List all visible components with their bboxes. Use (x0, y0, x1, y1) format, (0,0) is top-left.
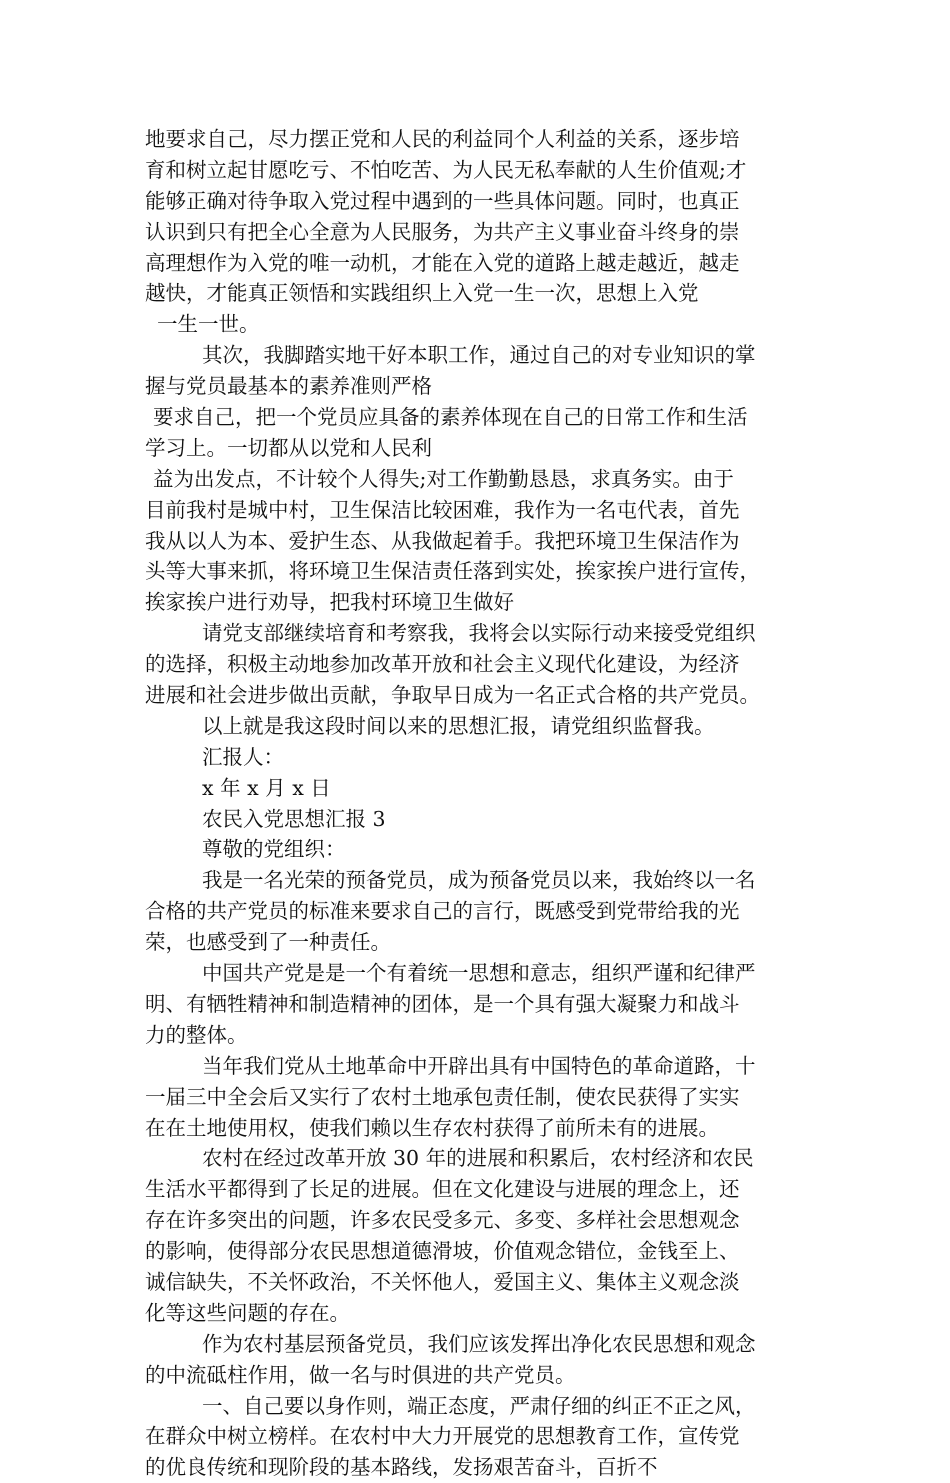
text-line: 能够正确对待争取入党过程中遇到的一些具体问题。同时，也真正 (145, 188, 740, 213)
text-line: 在群众中树立榜样。在农村中大力开展党的思想教育工作，宣传党 (145, 1424, 740, 1449)
text-line: 我从以人为本、爱护生态、从我做起着手。我把环境卫生保洁作为 (145, 528, 740, 553)
text-line: 益为出发点，不计较个人得失;对工作勤勤恳恳，求真务实。由于 (153, 466, 734, 491)
text-line: 作为农村基层预备党员，我们应该发挥出净化农民思想和观念 (202, 1331, 756, 1356)
text-line: 握与党员最基本的素养准则严格 (145, 374, 432, 399)
document-body (145, 124, 825, 1483)
text-line: 头等大事来抓，将环境卫生保洁责任落到实处，挨家挨户进行宣传， (145, 559, 760, 584)
text-line: 的中流砥柱作用，做一名与时俱进的共产党员。 (145, 1362, 576, 1387)
text-line: 一届三中全会后又实行了农村土地承包责任制，使农民获得了实实 (145, 1084, 740, 1109)
text-line: 当年我们党从土地革命中开辟出具有中国特色的革命道路，十 (202, 1053, 756, 1078)
text-line: 的优良传统和现阶段的基本路线，发扬艰苦奋斗，百折不 (145, 1455, 658, 1480)
text-line: 诚信缺失，不关怀政治，不关怀他人，爱国主义、集体主义观念淡 (145, 1269, 740, 1294)
text-line: 其次，我脚踏实地干好本职工作，通过自己的对专业知识的掌 (202, 343, 756, 368)
text-line: 在在土地使用权，使我们赖以生存农村获得了前所未有的进展。 (145, 1115, 719, 1140)
text-line: 挨家挨户进行劝导，把我村环境卫生做好 (145, 590, 514, 615)
text-line: 农村在经过改革开放 30 年的进展和积累后，农村经济和农民 (202, 1146, 754, 1171)
text-line: 目前我村是城中村，卫生保洁比较困难，我作为一名屯代表，首先 (145, 497, 740, 522)
text-line: 一、自己要以身作则，端正态度，严肃仔细的纠正不正之风， (202, 1393, 756, 1418)
text-line: 要求自己，把一个党员应具备的素养体现在自己的日常工作和生活 (153, 405, 748, 430)
text-line: 力的整体。 (145, 1022, 248, 1047)
text-line: 进展和社会进步做出贡献，争取早日成为一名正式合格的共产党员。 (145, 683, 760, 708)
text-line: 明、有牺牲精神和制造精神的团体，是一个具有强大凝聚力和战斗 (145, 991, 740, 1016)
text-line: 生活水平都得到了长足的进展。但在文化建设与进展的理念上，还 (145, 1177, 740, 1202)
text-line: 以上就是我这段时间以来的思想汇报，请党组织监督我。 (202, 713, 715, 738)
text-line: 尊敬的党组织： (202, 837, 346, 862)
text-line: 化等这些问题的存在。 (145, 1300, 350, 1325)
text-line: 育和树立起甘愿吃亏、不怕吃苦、为人民无私奉献的人生价值观;才 (145, 157, 747, 182)
text-line: 认识到只有把全心全意为人民服务，为共产主义事业奋斗终身的崇 (145, 219, 740, 244)
text-line: 中国共产党是是一个有着统一思想和意志，组织严谨和纪律严 (202, 961, 756, 986)
text-line: 我是一名光荣的预备党员，成为预备党员以来，我始终以一名 (202, 868, 756, 893)
text-line: 农民入党思想汇报 3 (202, 806, 386, 831)
text-line: 越快，才能真正领悟和实践组织上入党一生一次，思想上入党 (145, 281, 699, 306)
text-line: 的影响，使得部分农民思想道德滑坡，价值观念错位，金钱至上、 (145, 1239, 740, 1264)
text-line: 高理想作为入党的唯一动机，才能在入党的道路上越走越近，越走 (145, 250, 740, 275)
text-line: 的选择，积极主动地参加改革开放和社会主义现代化建设，为经济 (145, 652, 740, 677)
text-line: 学习上。一切都从以党和人民利 (145, 435, 432, 460)
text-line: 荣，也感受到了一种责任。 (145, 930, 391, 955)
text-line: 合格的共产党员的标准来要求自己的言行，既感受到党带给我的光 (145, 899, 740, 924)
text-line: 汇报人： (202, 744, 284, 769)
text-line: 一生一世。 (157, 312, 260, 337)
text-line: 请党支部继续培育和考察我，我将会以实际行动来接受党组织 (202, 621, 756, 646)
text-line: x 年 x 月 x 日 (202, 775, 331, 800)
text-line: 存在许多突出的问题，许多农民受多元、多变、多样社会思想观念 (145, 1208, 740, 1233)
text-line: 地要求自己，尽力摆正党和人民的利益同个人利益的关系，逐步培 (145, 127, 740, 151)
